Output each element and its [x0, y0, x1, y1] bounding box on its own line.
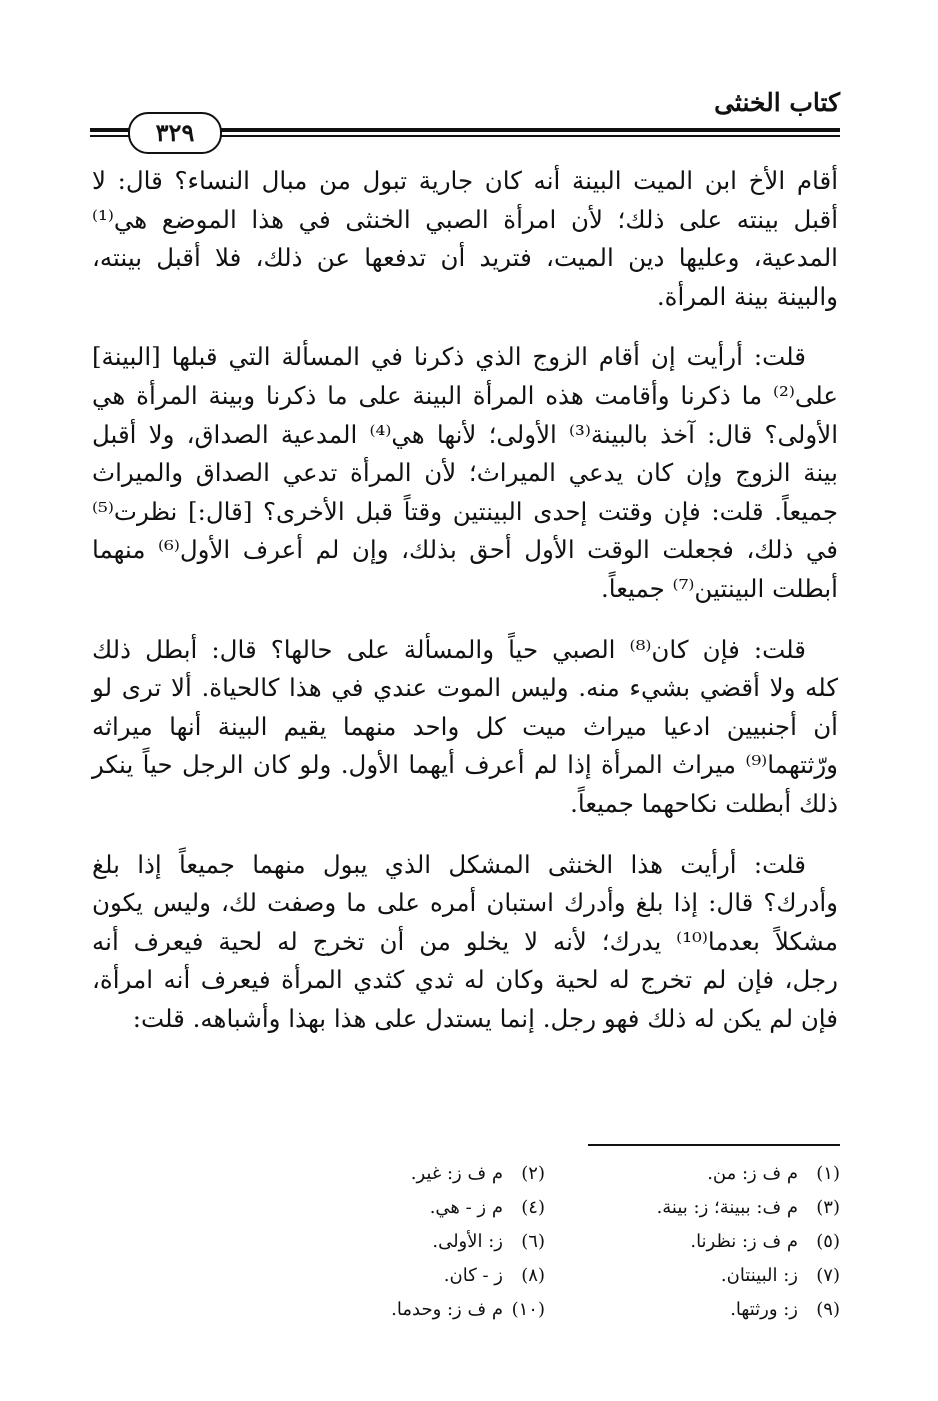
text-line: ذلك أبطلت نكاحهما جميعاً.: [570, 788, 838, 818]
running-title: كتاب الخنثى: [714, 88, 840, 117]
footnote-number: (٦): [521, 1231, 545, 1252]
footnote-number: (٧): [816, 1265, 840, 1286]
footnote-text: م ف ز: وحدما.: [391, 1299, 503, 1320]
footnote-row: [250, 1191, 840, 1225]
text-line: قلت: أرأيت هذا الخنثى المشكل الذي يبول منهما جميعاً إذا بلغ: [92, 849, 806, 879]
footnote-text: م ز - هي.: [429, 1197, 503, 1218]
text-line: أقام الأخ ابن الميت البينة أنه كان جارية تبول من مبال النساء؟ قال: لا: [92, 166, 838, 195]
text-line: قلت: أرأيت إن أقام الزوج الذي ذكرنا في المسألة التي قبلها [البينة]: [92, 342, 806, 372]
footnote-row: [250, 1225, 840, 1259]
footnote-number: (٨): [521, 1265, 545, 1286]
text-line: بينة الزوج وإن كان يدعي الميراث؛ لأن المرأة تدعي الصداق والميراث: [92, 458, 838, 488]
footnote-number: (٢): [521, 1163, 545, 1184]
footnote: [545, 1191, 840, 1225]
text-line: في ذلك، فجعلت الوقت الأول أحق بذلك، وإن لم أعرف الأول⁽⁶⁾ منهما: [92, 535, 838, 565]
footnote-text: ز: الأولى.: [432, 1231, 503, 1252]
footnote-text: م ف ز: غير.: [410, 1163, 503, 1184]
footnote-number: (٩): [816, 1299, 840, 1320]
footnote-row: [250, 1157, 840, 1191]
footnote-row: [250, 1293, 840, 1327]
text-line: أن أجنبيين ادعيا ميراث ميت كل واحد منهما يقيم البينة أنها ميراثه: [92, 711, 838, 741]
text-line: الأولى؟ قال: آخذ بالبينة⁽³⁾ الأولى؛ لأنها هي⁽⁴⁾ المدعية الصداق، ولا أقبل: [92, 419, 838, 449]
footnote: [545, 1157, 840, 1191]
footnotes: [250, 1157, 840, 1327]
text-line: فإن لم يكن له ذلك فهو رجل. إنما يستدل على هذا بهذا وأشباهه. قلت:: [132, 1003, 838, 1033]
footnote: [545, 1293, 840, 1327]
body-text: [92, 162, 838, 1060]
footnote-text: م ف ز: من.: [707, 1163, 798, 1184]
footnote: [250, 1157, 545, 1191]
paragraph: [92, 338, 838, 608]
footnote-text: م ف: ببينة؛ ز: بينة.: [656, 1197, 798, 1218]
footnote-row: [250, 1259, 840, 1293]
text-line: على⁽²⁾ ما ذكرنا وأقامت هذه المرأة البينة على ما ذكرنا وبينة المرأة هي: [92, 380, 838, 410]
text-line: ورّثتهما⁽⁹⁾ ميراث المرأة إذا لم أعرف أيهما الأول. ولو كان الرجل حياً ينكر: [92, 750, 838, 780]
paragraph: [92, 846, 838, 1039]
paragraph: [92, 631, 838, 824]
footnote: [250, 1259, 545, 1293]
footnote-text: ز - كان.: [443, 1265, 503, 1286]
text-line: وأدرك؟ قال: إذا بلغ وأدرك استبان أمره على ما وصفت لك، وليس يكون: [92, 888, 838, 918]
text-line: مشكلاً بعدما⁽¹⁰⁾ يدرك؛ لأنه لا يخلو من أن تخرج له لحية فيعرف أنه: [92, 926, 838, 956]
footnote-rule: [588, 1144, 840, 1146]
footnote-text: ز: البينتان.: [720, 1265, 798, 1286]
paragraph: [92, 162, 838, 316]
text-line: والبينة بينة المرأة.: [656, 281, 838, 311]
footnote-number: (٣): [816, 1197, 840, 1218]
footnote-number: (١٠): [511, 1299, 545, 1320]
footnote: [545, 1259, 840, 1293]
footnote: [250, 1225, 545, 1259]
text-line: المدعية، وعليها دين الميت، فتريد أن تدفعها عن ذلك، فلا أقبل بينته،: [92, 243, 838, 273]
footnote-number: (١): [816, 1163, 840, 1184]
text-line: أقبل بينته على ذلك؛ لأن امرأة الصبي الخنثى في هذا الموضع هي⁽¹⁾: [92, 204, 838, 234]
text-line: كله ولا أقضي بشيء منه. وليس الموت عندي في هذا كالحياة. ألا ترى لو: [92, 673, 838, 703]
footnote-text: م ف ز: نظرنا.: [690, 1231, 798, 1252]
footnote: [250, 1191, 545, 1225]
footnote: [545, 1225, 840, 1259]
text-line: قلت: فإن كان⁽⁸⁾ الصبي حياً والمسألة على حالها؟ قال: أبطل ذلك: [92, 634, 806, 664]
text-line: جميعاً. قلت: فإن وقتت إحدى البينتين وقتاً قبل الأخرى؟ [قال:] نظرت⁽⁵⁾: [92, 496, 838, 526]
footnote-text: ز: ورثتها.: [730, 1299, 798, 1320]
text-line: رجل، فإن لم تخرج له لحية وكان له ثدي كثدي المرأة فيعرف أنه امرأة،: [92, 965, 838, 995]
footnote-number: (٥): [816, 1231, 840, 1252]
footnote: [250, 1293, 545, 1327]
page-number: ٣٢٩: [128, 112, 222, 154]
footnote-number: (٤): [521, 1197, 545, 1218]
text-line: أبطلت البينتين⁽⁷⁾ جميعاً.: [600, 573, 838, 603]
